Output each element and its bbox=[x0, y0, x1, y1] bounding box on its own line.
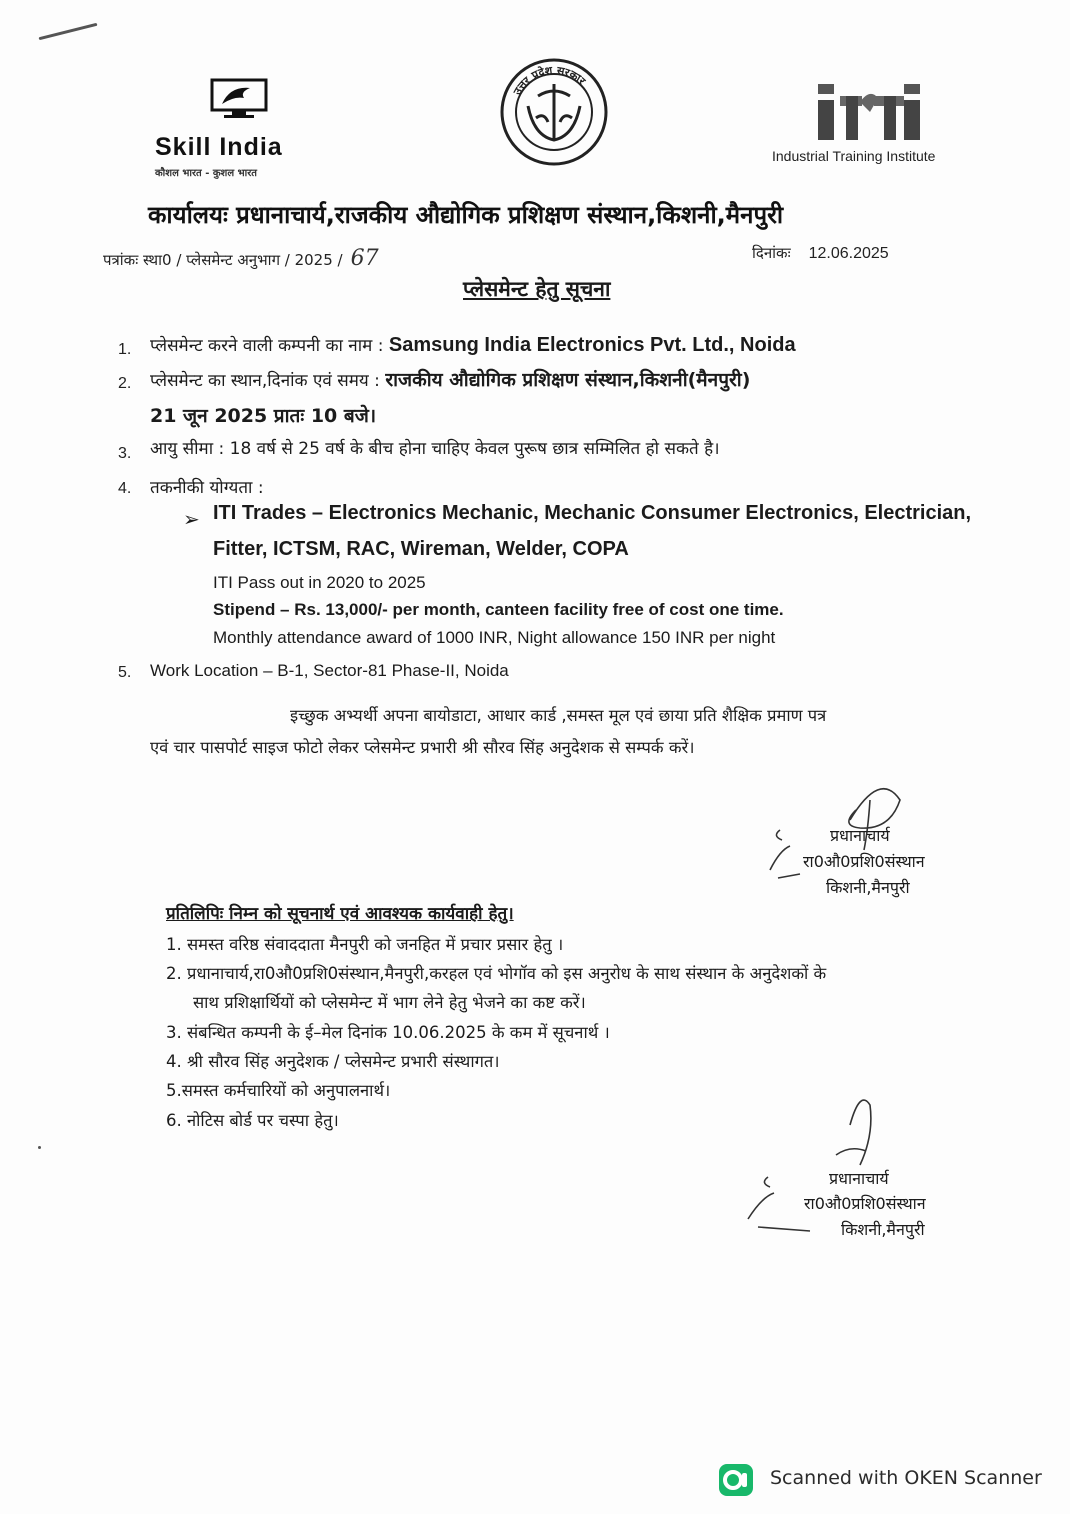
iti-mark-icon bbox=[814, 82, 924, 142]
scanner-text: Scanned with OKEN Scanner bbox=[770, 1467, 1042, 1489]
copy-item: 1. समस्त वरिष्ठ संवाददाता मैनपुरी को जनहित में प्रचार प्रसार हेतु । bbox=[166, 935, 564, 954]
skill-india-logo bbox=[150, 78, 335, 178]
qualification-label: तकनीकी योग्यता : bbox=[150, 478, 264, 498]
signatory-title: प्रधानाचार्य bbox=[829, 1169, 889, 1188]
venue-label: प्लेसमेन्ट का स्थान,दिनांक एवं समय : bbox=[150, 371, 380, 391]
item-number: 4. bbox=[118, 480, 132, 497]
copy-item: 6. नोटिस बोर्ड पर चस्पा हेतु। bbox=[166, 1111, 339, 1130]
copy-item: 3. संबन्धित कम्पनी के ई–मेल दिनांक 10.06.2025 के कम में सूचनार्थ । bbox=[166, 1023, 610, 1042]
attendance-award: Monthly attendance award of 1000 INR, Night allowance 150 INR per night bbox=[213, 628, 776, 647]
company-label: प्लेसमेन्ट करने वाली कम्पनी का नाम : bbox=[150, 336, 384, 356]
trades-line-1: ITI Trades – Electronics Mechanic, Mechanic Consumer Electronics, Electrician, bbox=[213, 502, 972, 524]
age-limit: आयु सीमा : 18 वर्ष से 25 वर्ष के बीच होना चाहिए केवल पुरूष छात्र सम्मिलित हो सकते है। bbox=[150, 439, 720, 459]
copy-item-continued: साथ प्रशिक्षार्थियों को प्लेसमेन्ट में भाग लेने हेतु भेजने का कष्ट करें। bbox=[193, 993, 586, 1012]
passout-years: ITI Pass out in 2020 to 2025 bbox=[213, 573, 426, 592]
skill-india-tagline: कौशल भारत - कुशल भारत bbox=[155, 168, 258, 179]
copy-item: 4. श्री सौरव सिंह अनुदेशक / प्लेसमेन्ट प्रभारी संस्थागत। bbox=[166, 1052, 500, 1071]
signatory-title: प्रधानाचार्य bbox=[830, 826, 890, 845]
instruction-line-2: एवं चार पासपोर्ट साइज फोटो लेकर प्लेसमेन्ट प्रभारी श्री सौरव सिंह अनुदेशक से सम्पर्क करें। bbox=[150, 738, 695, 757]
seal-text: उत्तर प्रदेश सरकार bbox=[510, 63, 588, 98]
up-government-seal bbox=[498, 56, 610, 168]
iti-logo bbox=[772, 82, 962, 172]
list-item bbox=[150, 333, 796, 357]
signatory-org: रा0औ0प्रशि0संस्थान bbox=[803, 852, 925, 871]
list-item bbox=[150, 366, 750, 392]
copy-item: 2. प्रधानाचार्य,रा0औ0प्रशि0संस्थान,मैनपुरी,करहल एवं भोगॉव को इस अनुरोध के साथ संस्थान के अनुदेशकों के bbox=[166, 964, 827, 983]
scanner-logo-icon bbox=[718, 1463, 754, 1497]
scan-dot bbox=[38, 1146, 41, 1149]
copy-item: 5.समस्त कर्मचारियों को अनुपालनार्थ। bbox=[166, 1081, 391, 1100]
venue-datetime: 21 जून 2025 प्रातः 10 बजे। bbox=[150, 405, 377, 427]
stipend: Stipend – Rs. 13,000/- per month, canteen facility free of cost one time. bbox=[213, 600, 784, 619]
company-name: Samsung India Electronics Pvt. Ltd., Noida bbox=[388, 334, 796, 356]
item-number: 1. bbox=[118, 341, 132, 358]
work-location: Work Location – B-1, Sector-81 Phase-II, Noida bbox=[150, 661, 509, 680]
instruction-line-1: इच्छुक अभ्यर्थी अपना बायोडाटा, आधार कार्ड ,समस्त मूल एवं छाया प्रति शैक्षिक प्रमाण पत्र bbox=[290, 706, 827, 725]
venue-value: राजकीय औद्योगिक प्रशिक्षण संस्थान,किशनी(मैनपुरी) bbox=[385, 369, 751, 391]
svg-text:उत्तर प्रदेश सरकार bbox=[510, 64, 588, 98]
item-number: 3. bbox=[118, 445, 132, 462]
monitor-icon bbox=[210, 78, 268, 120]
skill-india-name: Skill India bbox=[155, 133, 283, 161]
reference-handwritten-no: 67 bbox=[350, 246, 379, 271]
pen-mark bbox=[39, 23, 98, 40]
date-label: दिनांकः bbox=[752, 244, 791, 262]
arrow-bullet-icon: ➢ bbox=[183, 507, 200, 531]
reference-number bbox=[103, 246, 379, 271]
trades-line-2: Fitter, ICTSM, RAC, Wireman, Welder, COPA bbox=[213, 538, 629, 560]
letter-date bbox=[752, 243, 889, 263]
signatory-org: रा0औ0प्रशि0संस्थान bbox=[804, 1194, 926, 1213]
office-heading: कार्यालयः प्रधानाचार्य,राजकीय औद्योगिक प्रशिक्षण संस्थान,किशनी,मैनपुरी bbox=[148, 201, 784, 229]
item-number: 5. bbox=[118, 664, 132, 681]
scanner-watermark bbox=[718, 1463, 1058, 1499]
signatory-place: किशनी,मैनपुरी bbox=[826, 878, 910, 897]
iti-caption: Industrial Training Institute bbox=[772, 148, 936, 164]
date-value: 12.06.2025 bbox=[808, 245, 889, 262]
notice-subject: प्लेसमेन्ट हेतु सूचना bbox=[463, 277, 611, 301]
signatory-place: किशनी,मैनपुरी bbox=[841, 1220, 925, 1239]
copy-heading: प्रतिलिपिः निम्न को सूचनार्थ एवं आवश्यक कार्यवाही हेतु। bbox=[166, 904, 514, 924]
item-number: 2. bbox=[118, 375, 132, 392]
reference-label: पत्रांकः स्था0 / प्लेसमेन्ट अनुभाग / 2025 / bbox=[103, 251, 343, 269]
